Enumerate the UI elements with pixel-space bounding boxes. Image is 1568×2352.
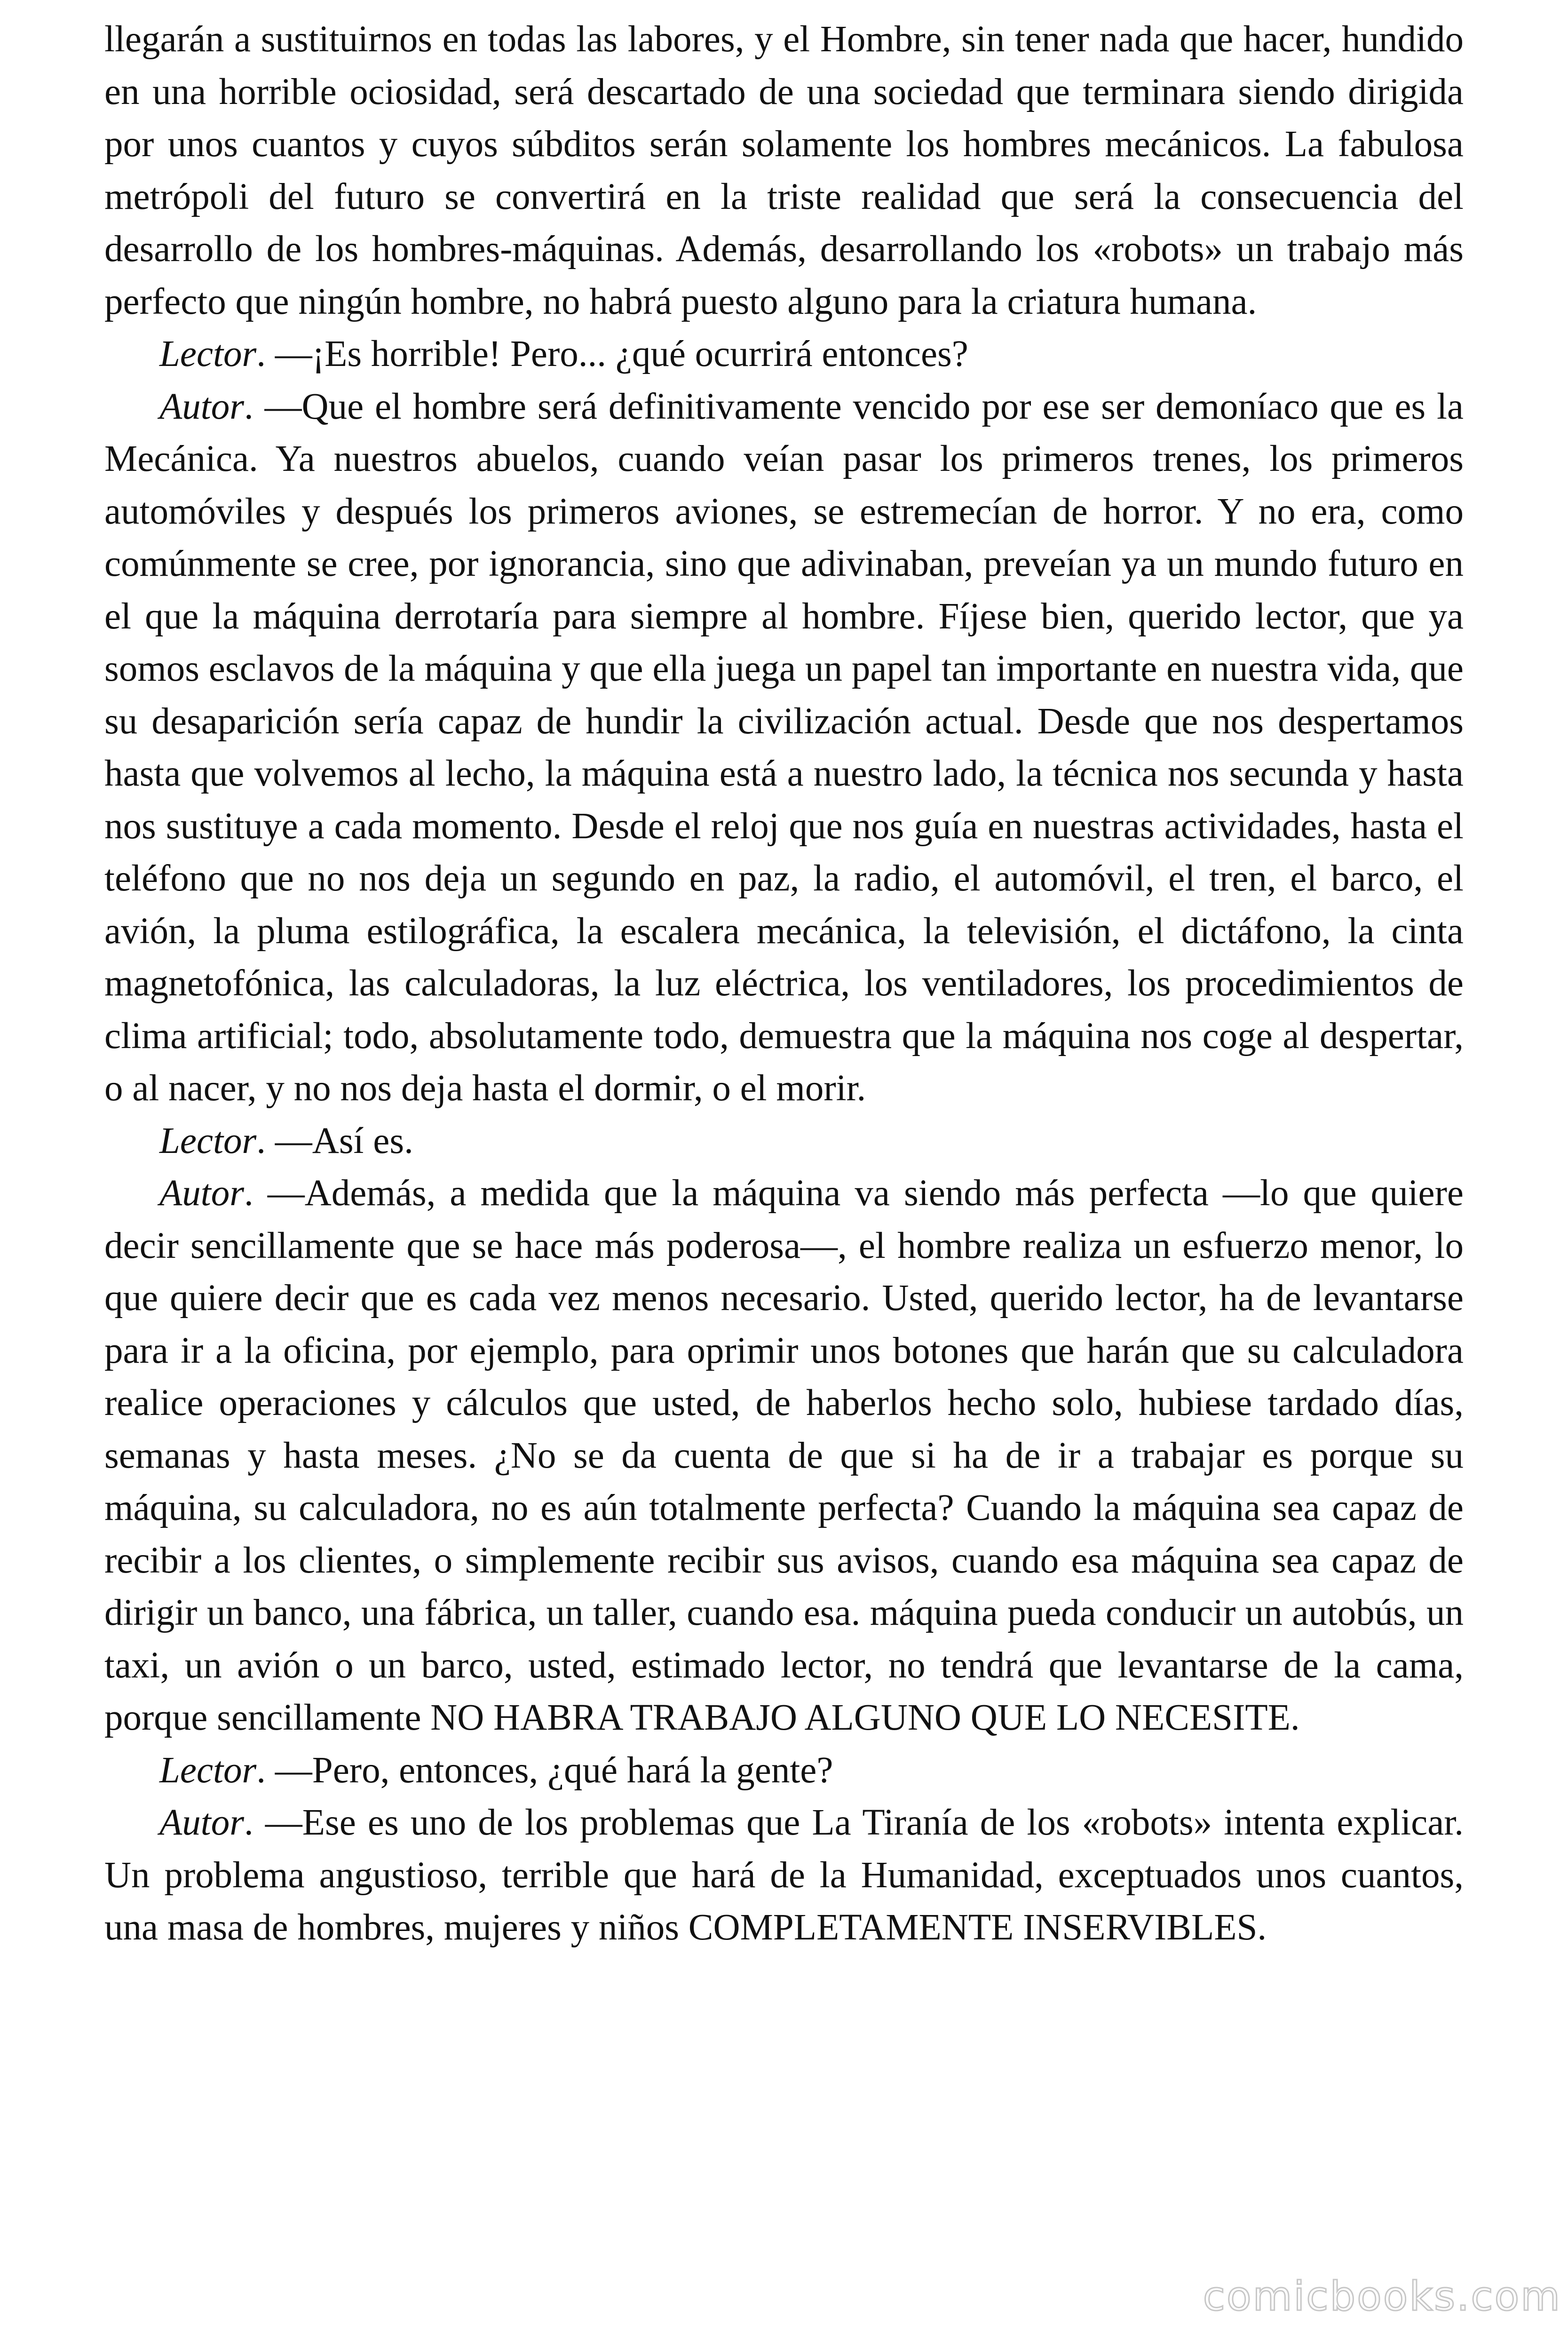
speaker-label: Autor [159,1802,244,1843]
speaker-label: Lector [159,1749,257,1791]
paragraph-continuation [104,13,1464,328]
paragraph-text: . —Además, a medida que la máquina va siendo más perfecta —lo que quiere decir sencillamente que se hace más poderosa—, el hombre realiza un esfuerzo menor, lo que quiere decir que es cada vez menos necesario. Usted, querido lector, ha de levantarse para ir a la oficina, por ejemplo, para oprimir unos botones que harán que su calculadora realice operaciones y cálculos que usted, de haberlos hecho solo, hubiese tardado días, semanas y hasta meses. ¿No se da cuenta de que si ha de ir a trabajar es porque su máquina, su calculadora, no es aún totalmente perfecta? Cuando la máquina sea capaz de recibir a los clientes, o simplemente recibir sus avisos, cuando esa máquina sea capaz de dirigir un banco, una fábrica, un taller, cuando esa. máquina pueda conducir un autobús, un taxi, un avión o un barco, usted, estimado lector, no tendrá que levantarse de la cama, porque sencillamente NO HABRA TRABAJO ALGUNO QUE LO NECESITE. [104,1173,1464,1738]
speaker-label: Lector [159,1120,257,1161]
dialogue-paragraph [104,328,1464,381]
speaker-label: Lector [159,334,257,374]
paragraph-text: . —Así es. [256,1120,413,1161]
paragraph-text: llegarán a sustituirnos en todas las labores, y el Hombre, sin tener nada que hacer, hundido en una horrible ociosidad, será descartado de una sociedad que terminara siendo dirigida por unos cuantos y cuyos súbditos serán solamente los hombres mecánicos. La fabulosa metrópoli del futuro se convertirá en la triste realidad que será la consecuencia del desarrollo de los hombres-máquinas. Además, desarrollando los «robots» un trabajo más perfecto que ningún hombre, no habrá puesto alguno para la criatura humana. [104,19,1464,322]
dialogue-paragraph [104,1115,1464,1168]
page-body [104,13,1464,1954]
paragraph-text: . —Ese es uno de los problemas que La Tiranía de los «robots» intenta explicar. Un problema angustioso, terrible que hará de la Humanidad, exceptuados unos cuantos, una masa de hombres, mujeres y niños COMPLETAMENTE INSERVIBLES. [104,1802,1464,1948]
watermark: comicbooks.com [1203,2273,1561,2320]
speaker-label: Autor [159,1173,244,1214]
dialogue-paragraph [104,381,1464,1115]
paragraph-text: . —Pero, entonces, ¿qué hará la gente? [256,1749,833,1791]
dialogue-paragraph [104,1744,1464,1797]
dialogue-paragraph [104,1167,1464,1744]
paragraph-text: . —¡Es horrible! Pero... ¿qué ocurrirá entonces? [256,334,968,374]
paragraph-text: . —Que el hombre será definitivamente vencido por ese ser demoníaco que es la Mecánica. Ya nuestros abuelos, cuando veían pasar los primeros trenes, los primeros automóviles y después los primeros aviones, se estremecían de horror. Y no era, como comúnmente se cree, por ignorancia, sino que adivinaban, preveían ya un mundo futuro en el que la máquina derrotaría para siempre al hombre. Fíjese bien, querido lector, que ya somos esclavos de la máquina y que ella juega un papel tan importante en nuestra vida, que su desaparición sería capaz de hundir la civilización actual. Desde que nos despertamos hasta que volvemos al lecho, la máquina está a nuestro lado, la técnica nos secunda y hasta nos sustituye a cada momento. Desde el reloj que nos guía en nuestras actividades, hasta el teléfono que no nos deja un segundo en paz, la radio, el automóvil, el tren, el barco, el avión, la pluma estilográfica, la escalera mecánica, la televisión, el dictáfono, la cinta magnetofónica, las calculadoras, la luz eléctrica, los ventiladores, los procedimientos de clima artificial; todo, absolutamente todo, demuestra que la máquina nos coge al despertar, o al nacer, y no nos deja hasta el dormir, o el morir. [104,386,1464,1109]
dialogue-paragraph [104,1796,1464,1954]
speaker-label: Autor [159,386,244,427]
